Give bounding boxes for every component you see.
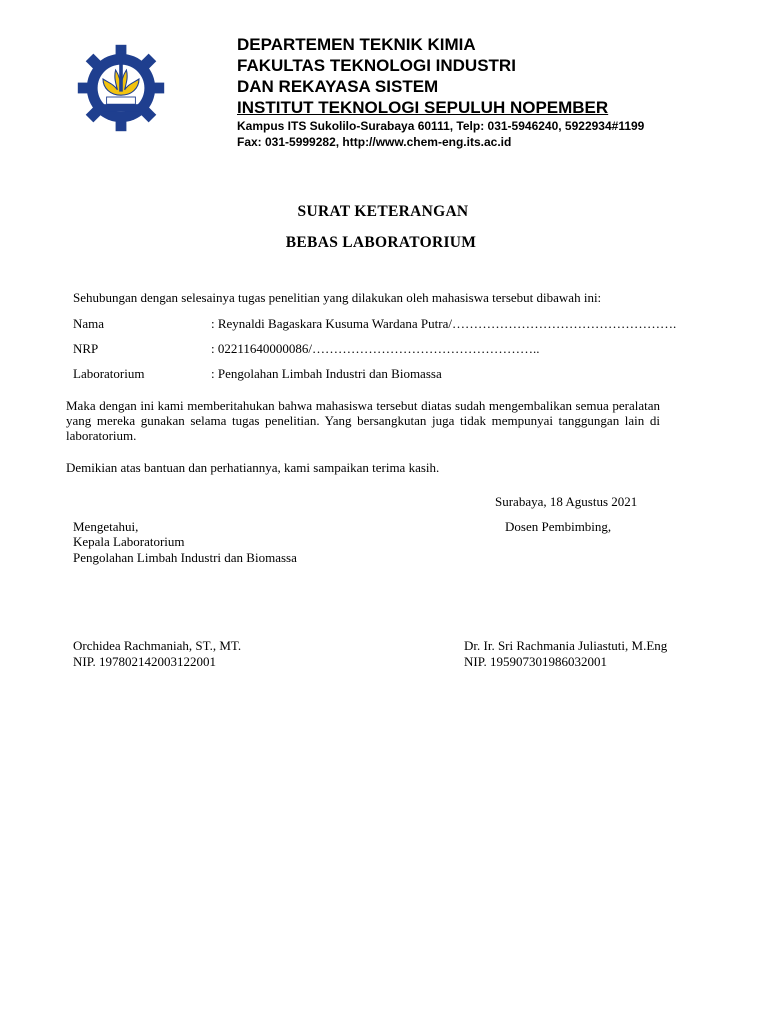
address-line: Kampus ITS Sukolilo-Surabaya 60111, Telp: 031-5946240, 5922934#1199 <box>237 119 645 133</box>
left-sign-title: Kepala Laboratorium <box>73 534 185 549</box>
place-date: Surabaya, 18 Agustus 2021 <box>495 494 638 509</box>
left-sign-lab: Pengolahan Limbah Industri dan Biomassa <box>73 550 297 565</box>
right-signer-name: Dr. Ir. Sri Rachmania Juliastuti, M.Eng <box>464 638 668 653</box>
field-value-laboratorium: : Pengolahan Limbah Industri dan Biomassa <box>211 366 442 381</box>
statement-paragraph: Maka dengan ini kami memberitahukan bahwa mahasiswa tersebut diatas sudah mengembalikan semua peralatan yang mereka gunakan selama tugas penelitian. Yang bersangkutan juga tidak mempunyai tanggungan lain di laboratorium. <box>66 398 660 443</box>
fax-line: Fax: 031-5999282, http://www.chem-eng.its.ac.id <box>237 135 512 149</box>
faculty-name: FAKULTAS TEKNOLOGI INDUSTRI <box>237 56 516 75</box>
right-signer-nip: NIP. 195907301986032001 <box>464 654 608 669</box>
left-sign-acknowledge: Mengetahui, <box>73 519 139 534</box>
field-label-nrp: NRP <box>73 341 99 356</box>
left-signer-name: Orchidea Rachmaniah, ST., MT. <box>73 638 242 653</box>
its-logo-icon <box>76 43 166 133</box>
field-value-nama: : Reynaldi Bagaskara Kusuma Wardana Putra/……………………………………………. <box>211 316 677 331</box>
intro-text: Sehubungan dengan selesainya tugas penelitian yang dilakukan oleh mahasiswa tersebut dibawah ini: <box>73 290 602 305</box>
letter-title: SURAT KETERANGAN <box>297 203 469 220</box>
right-sign-role: Dosen Pembimbing, <box>505 519 612 534</box>
faculty-name-cont: DAN REKAYASA SISTEM <box>237 77 439 96</box>
department-name: DEPARTEMEN TEKNIK KIMIA <box>237 35 476 54</box>
closing-paragraph: Demikian atas bantuan dan perhatiannya, kami sampaikan terima kasih. <box>66 460 440 475</box>
institute-name: INSTITUT TEKNOLOGI SEPULUH NOPEMBER <box>237 98 609 117</box>
field-label-nama: Nama <box>73 316 105 331</box>
letter-subtitle: BEBAS LABORATORIUM <box>285 234 477 251</box>
field-label-laboratorium: Laboratorium <box>73 366 145 381</box>
field-value-nrp: : 02211640000086/…………………………………………….. <box>211 341 540 356</box>
left-signer-nip: NIP. 197802142003122001 <box>73 654 217 669</box>
